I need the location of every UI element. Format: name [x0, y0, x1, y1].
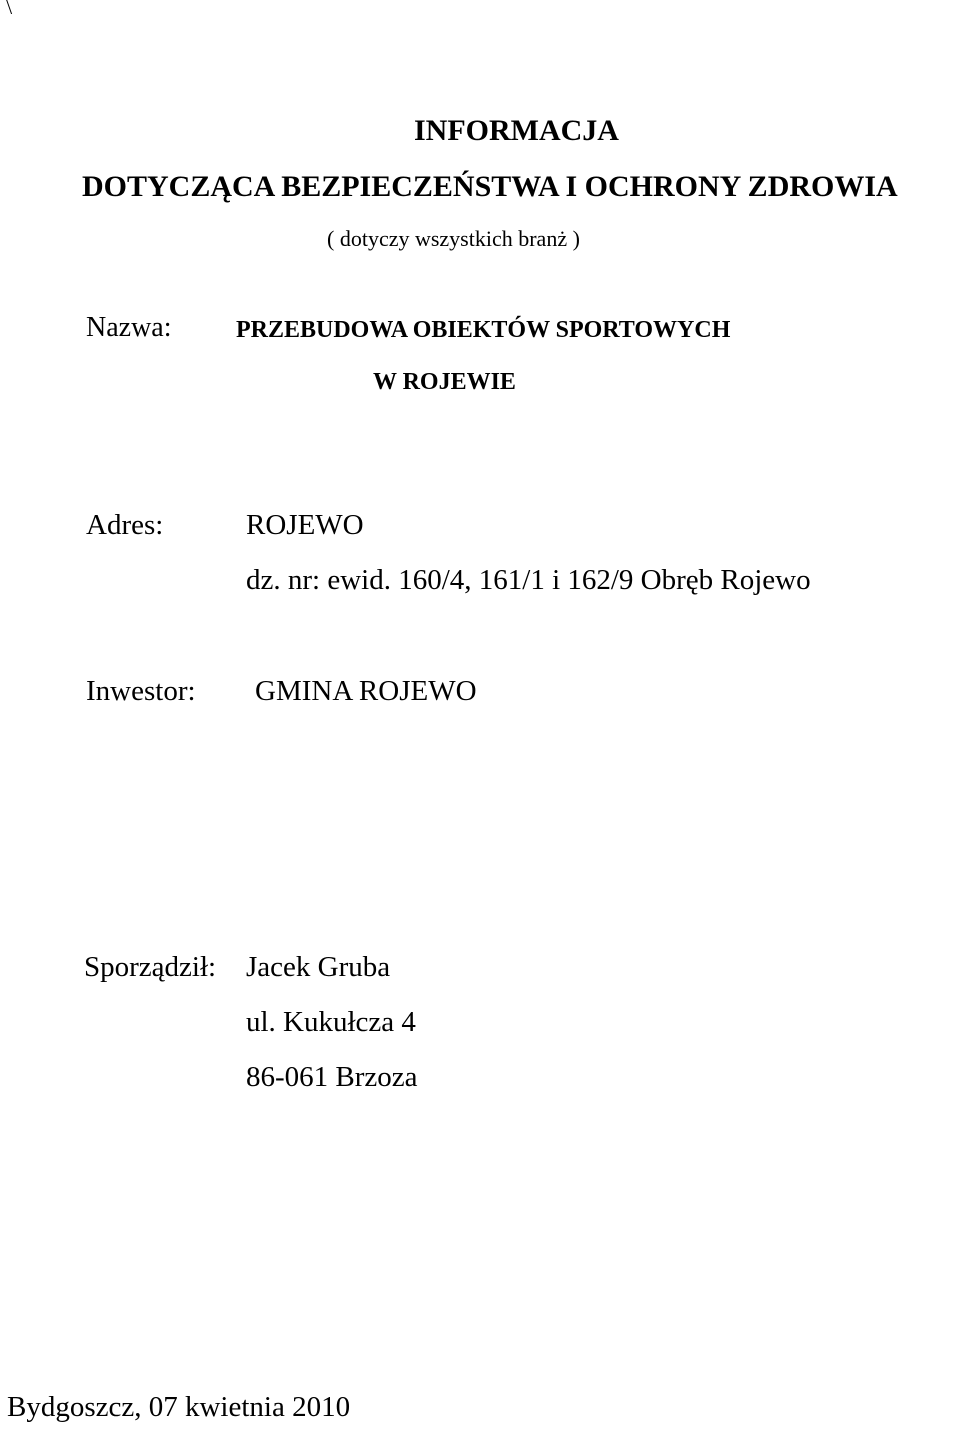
inwestor-value: GMINA ROJEWO: [255, 675, 477, 707]
sporzadzil-street: ul. Kukułcza 4: [246, 1006, 416, 1038]
inwestor-label: Inwestor:: [86, 675, 196, 707]
sporzadzil-city: 86-061 Brzoza: [246, 1061, 418, 1093]
adres-value-line1: ROJEWO: [246, 509, 364, 541]
document-title: INFORMACJA: [414, 114, 619, 147]
corner-mark: \: [6, 0, 13, 19]
adres-value-line2: dz. nr: ewid. 160/4, 161/1 i 162/9 Obręb Rojewo: [246, 564, 811, 596]
adres-label: Adres:: [86, 509, 164, 541]
nazwa-label: Nazwa:: [86, 312, 172, 343]
nazwa-value-line2: W ROJEWIE: [373, 369, 516, 395]
sporzadzil-label: Sporządził:: [84, 951, 217, 983]
document-subtitle: ( dotyczy wszystkich branż ): [327, 226, 580, 251]
place-and-date: Bydgoszcz, 07 kwietnia 2010: [7, 1391, 351, 1423]
document-title-line2: DOTYCZĄCA BEZPIECZEŃSTWA I OCHRONY ZDROWIA: [82, 170, 898, 203]
sporzadzil-name: Jacek Gruba: [246, 951, 391, 983]
nazwa-value-line1: PRZEBUDOWA OBIEKTÓW SPORTOWYCH: [236, 317, 731, 343]
